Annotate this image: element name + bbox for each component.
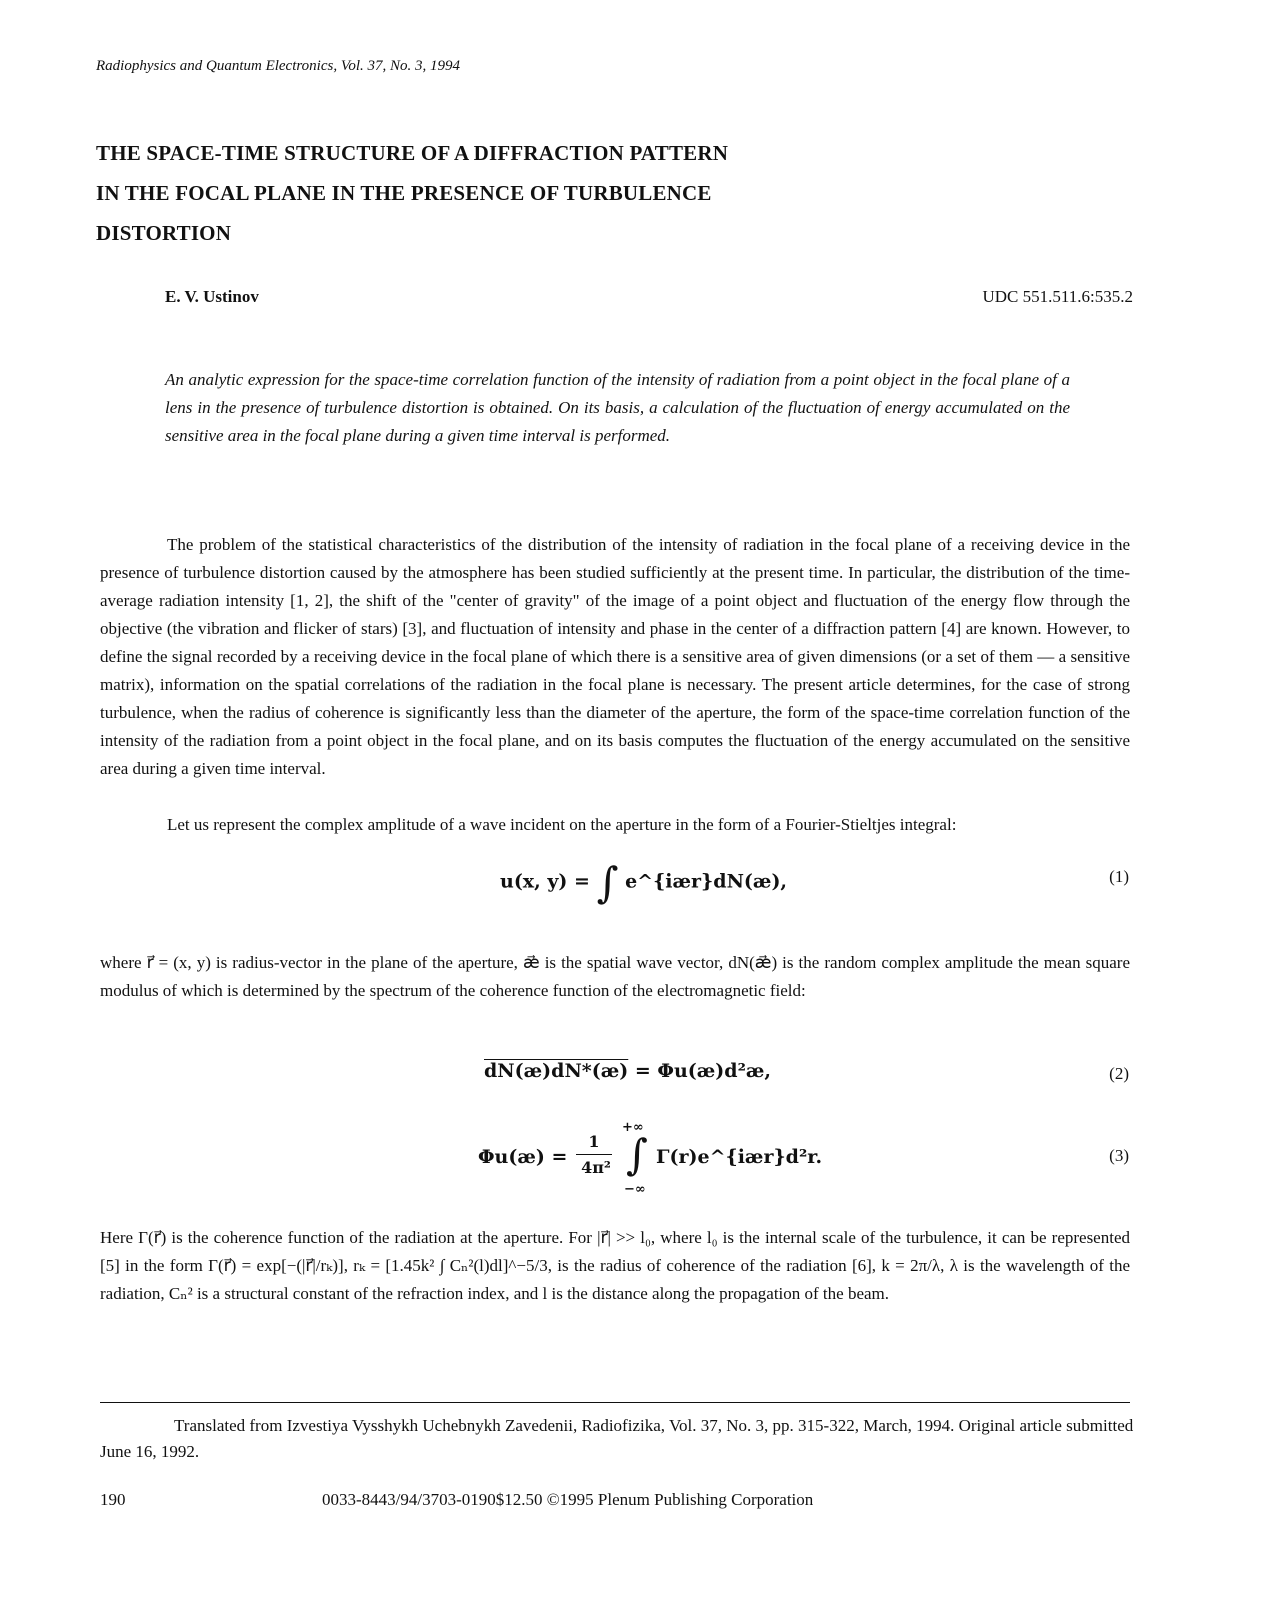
title-line: DISTORTION [96,221,232,245]
equation-3-rhs: Γ(r)e^{iær}d²r. [656,1146,823,1168]
equation-3 [478,1120,823,1197]
article-title [96,133,816,253]
integral-lower-limit: −∞ [624,1182,646,1197]
abstract: An analytic expression for the space-time correlation function of the intensity of radiation from a point object in the focal plane of a lens in the presence of turbulence distortion is obtained. On its basis, a calculation of the fluctuation of energy accumulated on the sensitive area in the focal plane during a given time interval is performed. [165,370,1070,445]
equation-1-rhs: e^{iær}dN(æ), [625,870,788,893]
fraction-numerator: 1 [588,1132,600,1151]
equation-2-lhs: dN(æ)dN*(æ) [484,1060,629,1082]
title-line: THE SPACE-TIME STRUCTURE OF A DIFFRACTION PATTERN [96,141,729,165]
equation-2 [484,1060,771,1082]
fraction-bar [576,1154,612,1155]
author-name: E. V. Ustinov [165,287,259,306]
equation-2-rhs: = Φu(æ)d²æ, [634,1060,772,1082]
journal-citation: Radiophysics and Quantum Electronics, Vol. 37, No. 3, 1994 [96,58,460,74]
translation-note: Translated from Izvestiya Vysshykh Uchebnykh Zavedenii, Radiofizika, Vol. 37, No. 3, pp. 315-322, March, 1994. Original article submitted June 16, 1992. [100,1416,1134,1461]
equation-3-lhs: Φu(æ) = [478,1146,568,1168]
integral-sign: ∫ [626,1130,648,1179]
page-number: 190 [100,1490,126,1509]
fraction-denominator: 4π² [581,1158,611,1177]
paragraph-coherence: Here Γ(r⃗) is the coherence function of the radiation at the aperture. For |r⃗| >> l₀, where l₀ is the internal scale of the turbulence, it can be represented [5] in the form Γ(r⃗) = exp[−(|r⃗|/rₖ)], rₖ = [1.45k² ∫ Cₙ²(l)dl]^−5/3, is the radius of coherence of the radiation [6], k = 2π/λ, λ is the wavelength of the radiation, Cₙ² is a structural constant of the refraction index, and l is the distance along the propagation of the beam. [100,1228,1130,1303]
udc-code: UDC 551.511.6:535.2 [982,287,1133,306]
integral-sign: ∫ [596,858,619,907]
paragraph-where: where r⃗ = (x, y) is radius-vector in the plane of the aperture, æ⃗ is the spatial wave vector, dN(æ⃗) is the random complex amplitude the mean square modulus of which is determined by the spectrum of the coherence function of the electromagnetic field: [100,953,1130,1000]
equation-1-number: (1) [1109,867,1129,886]
equation-1-lhs: u(x, y) = [500,870,590,893]
equation-2-number: (2) [1109,1064,1129,1083]
copyright-line: 0033-8443/94/3703-0190$12.50 ©1995 Plenum Publishing Corporation [322,1490,814,1509]
equation-3-number: (3) [1109,1146,1129,1165]
integral-upper-limit: +∞ [622,1120,644,1135]
title-line: IN THE FOCAL PLANE IN THE PRESENCE OF TURBULENCE [96,181,712,205]
footnote-divider [100,1402,1130,1403]
paragraph-intro: The problem of the statistical characteristics of the distribution of the intensity of radiation in the focal plane of a receiving device in the presence of turbulence distortion caused by the atmosphere has been studied sufficiently at the present time. In particular, the distribution of the time-average radiation intensity [1, 2], the shift of the "center of gravity" of the image of a point object and fluctuation of the energy flow through the objective (the vibration and flicker of stars) [3], and fluctuation of intensity and phase in the center of a diffraction pattern [4] are known. However, to define the signal recorded by a receiving device in the focal plane of which there is a sensitive area of given dimensions (or a set of them — a sensitive matrix), information on the spatial correlations of the radiation in the focal plane is necessary. The present article determines, for the case of strong turbulence, when the radius of coherence is significantly less than the diameter of the aperture, the form of the space-time correlation function of the intensity of the radiation from a point object in the focal plane, and on its basis computes the fluctuation of the energy accumulated on the sensitive area during a given time interval. [100,535,1130,778]
equation-1 [500,858,787,907]
paragraph-fourier: Let us represent the complex amplitude of a wave incident on the aperture in the form of a Fourier-Stieltjes integral: [167,815,957,834]
